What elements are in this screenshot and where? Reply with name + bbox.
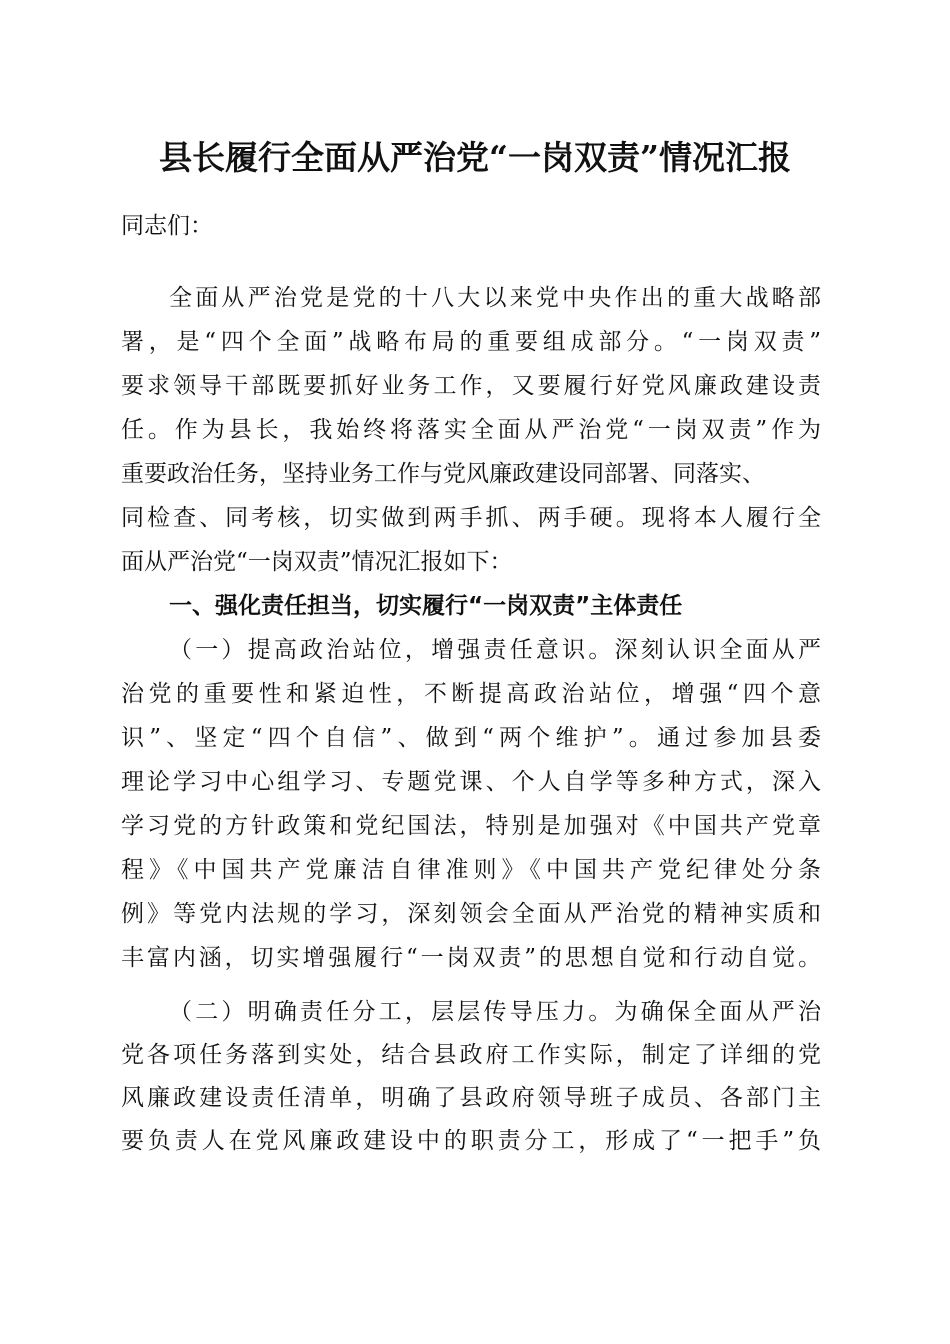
text-line: （一）提高政治站位，增强责任意识。深刻认识全面从严 — [169, 637, 821, 663]
text-line: 署，是“四个全面”战略布局的重要组成部分。“一岗双责” — [121, 329, 821, 355]
text-line: 要负责人在党风廉政建设中的职责分工，形成了“一把手”负 — [121, 1128, 821, 1154]
subsection-1-paragraph — [121, 628, 821, 980]
text-line: 治党的重要性和紧迫性，不断提高政治站位，增强“四个意 — [121, 681, 821, 707]
salutation — [121, 204, 821, 248]
salutation-text: 同志们： — [121, 213, 213, 239]
text-line: 要求领导干部既要抓好业务工作，又要履行好党风廉政建设责 — [121, 373, 821, 399]
intro-paragraph — [121, 276, 821, 584]
section-1-heading-block — [121, 584, 821, 628]
text-line: 理论学习中心组学习、专题党课、个人自学等多种方式，深入 — [121, 769, 821, 795]
section-heading: 一、强化责任担当，切实履行“一岗双责”主体责任 — [169, 593, 683, 619]
text-line: 任。作为县长，我始终将落实全面从严治党“一岗双责”作为 — [121, 417, 821, 443]
text-line: 程》《中国共产党廉洁自律准则》《中国共产党纪律处分条 — [121, 857, 821, 883]
text-line: 重要政治任务，坚持业务工作与党风廉政建设同部署、同落实、 — [121, 461, 765, 487]
text-line: 全面从严治党是党的十八大以来党中央作出的重大战略部 — [169, 285, 821, 311]
text-line: 同检查、同考核，切实做到两手抓、两手硬。现将本人履行全 — [121, 505, 821, 531]
document-title: 县长履行全面从严治党“一岗双责”情况汇报 — [159, 138, 791, 177]
subsection-2-paragraph — [121, 991, 821, 1163]
text-line: 识”、坚定“四个自信”、做到“两个维护”。通过参加县委 — [121, 725, 821, 751]
text-line: 风廉政建设责任清单，明确了县政府领导班子成员、各部门主 — [121, 1085, 821, 1111]
text-line: 丰富内涵，切实增强履行“一岗双责”的思想自觉和行动自觉。 — [121, 945, 821, 971]
text-line: 学习党的方针政策和党纪国法，特别是加强对《中国共产党章 — [121, 813, 821, 839]
text-line: （二）明确责任分工，层层传导压力。为确保全面从严治 — [169, 999, 821, 1025]
text-line: 例》等党内法规的学习，深刻领会全面从严治党的精神实质和 — [121, 901, 821, 927]
text-line: 党各项任务落到实处，结合县政府工作实际，制定了详细的党 — [121, 1042, 821, 1068]
text-line: 面从严治党“一岗双责”情况汇报如下： — [121, 549, 513, 575]
